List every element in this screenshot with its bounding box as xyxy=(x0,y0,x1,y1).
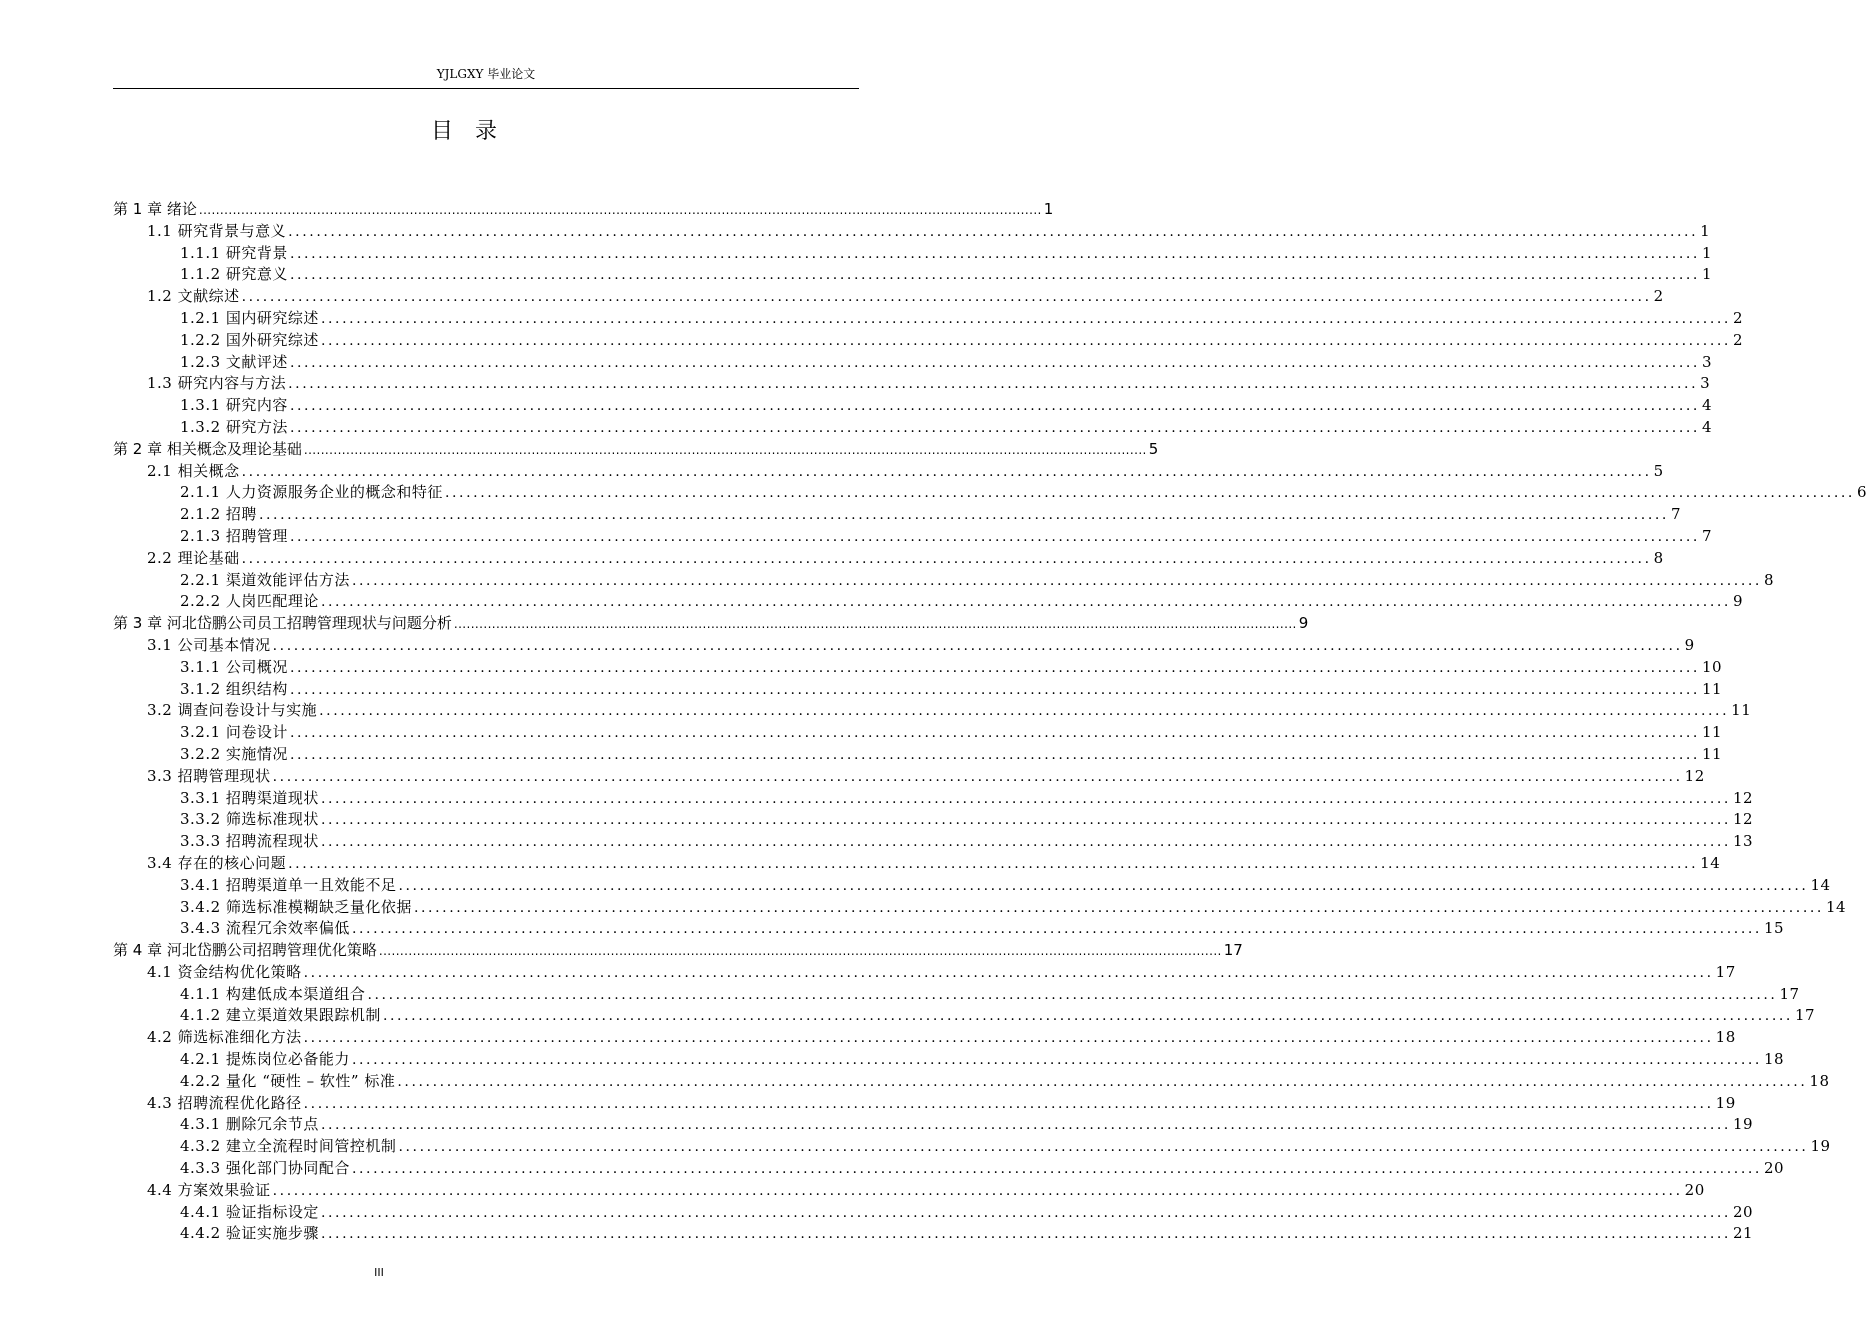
toc-entry-page: 11 xyxy=(1701,679,1723,698)
toc-entry-page: 11 xyxy=(1701,744,1723,763)
toc-leader-dots: ........................................................................................................................................................................................................ xyxy=(367,986,1778,1003)
toc-entry-page: 21 xyxy=(1732,1224,1754,1243)
toc-entry-title: 3.2 调查问卷设计与实施 xyxy=(147,701,318,720)
toc-entry-title: 1.2.1 国内研究综述 xyxy=(180,308,319,327)
toc-leader-dots: ........................................................................................................................................................................................................ xyxy=(320,1204,1731,1221)
toc-leader-dots: ........................................................................................................................................................................................................ xyxy=(303,1095,1714,1112)
toc-leader-dots: ........................................................................................................................................................................................................ xyxy=(289,245,1700,262)
toc-entry[interactable] xyxy=(113,722,1723,744)
toc-entry-page: 19 xyxy=(1732,1115,1754,1134)
toc-entry-title: 第 1 章 绪论 xyxy=(113,200,197,218)
toc-entry[interactable] xyxy=(113,352,1713,374)
toc-entry-title: 2.1 相关概念 xyxy=(147,461,240,480)
toc-leader-dots: ........................................................................................................................................................................................................ xyxy=(241,463,1652,480)
toc-leader-dots: ........................................................................................................................................................................................................ xyxy=(351,572,1762,589)
toc-leader-dots: ........................................................................................................................................................................................................ xyxy=(320,812,1731,829)
toc-entry[interactable] xyxy=(113,1027,1736,1049)
toc-entry-title: 1.2.2 国外研究综述 xyxy=(180,330,319,349)
toc-entry-title: 3.3 招聘管理现状 xyxy=(147,766,271,785)
toc-entry-title: 4.3.2 建立全流程时间管控机制 xyxy=(180,1137,397,1156)
toc-leader-dots: ........................................................................................................................................................................................................ xyxy=(241,550,1652,567)
toc-entry[interactable] xyxy=(113,962,1736,984)
toc-entry[interactable] xyxy=(113,1114,1754,1136)
toc-leader-dots: ........................................................................................................................................................................................................ xyxy=(397,1073,1808,1090)
toc-entry-title: 2.1.3 招聘管理 xyxy=(180,526,288,545)
toc-entry[interactable] xyxy=(113,482,1867,504)
toc-entry-title: 第 3 章 河北岱鹏公司员工招聘管理现状与问题分析 xyxy=(113,614,452,633)
toc-leader-dots: ........................................................................................................................................................................................................ xyxy=(444,485,1855,502)
toc-entry-page: 12 xyxy=(1732,810,1754,829)
toc-entry[interactable] xyxy=(113,1093,1736,1115)
toc-leader-dots: ........................................................................................................................................................................................................ xyxy=(320,594,1731,611)
toc-entry-title: 1.1.1 研究背景 xyxy=(180,243,288,262)
toc-entry[interactable] xyxy=(113,1202,1754,1224)
toc-entry[interactable] xyxy=(113,286,1664,308)
toc-entry-page: 14 xyxy=(1825,897,1847,916)
toc-entry[interactable] xyxy=(113,417,1713,439)
toc-entry-page: 1 xyxy=(1700,221,1711,240)
toc-entry-title: 4.2.2 量化 “硬性 – 软性” 标准 xyxy=(180,1071,396,1090)
toc-entry[interactable] xyxy=(113,897,1847,919)
toc-entry-page: 6 xyxy=(1856,483,1867,502)
page-title: 目录 xyxy=(430,119,519,144)
toc-entry[interactable] xyxy=(113,744,1723,766)
toc-entry-page: 3 xyxy=(1701,352,1713,371)
toc-entry-title: 4.1.2 建立渠道效果跟踪机制 xyxy=(180,1006,381,1025)
toc-entry-title: 3.4.3 流程冗余效率偏低 xyxy=(180,919,350,938)
toc-leader-dots: ........................................................................................................................................................................................................ xyxy=(272,768,1683,785)
toc-entry[interactable] xyxy=(113,439,1159,461)
toc-entry-title: 3.4.2 筛选标准模糊缺乏量化依据 xyxy=(180,897,412,916)
toc-leader-dots: ........................................................................................................................................................................................................ xyxy=(288,855,1699,872)
toc-entry-page: 1 xyxy=(1043,200,1054,218)
toc-entry-title: 3.3.3 招聘流程现状 xyxy=(180,832,319,851)
toc-entry-page: 12 xyxy=(1684,766,1705,785)
toc-leader-dots: ........................................................................................................................................................................................................ xyxy=(289,725,1700,742)
toc-entry[interactable] xyxy=(113,221,1711,243)
toc-entry[interactable] xyxy=(113,243,1713,265)
toc-entry[interactable] xyxy=(113,766,1705,788)
toc-entry-title: 4.3.1 删除冗余节点 xyxy=(180,1115,319,1134)
toc-entry-title: 1.1.2 研究意义 xyxy=(180,265,288,284)
toc-entry[interactable] xyxy=(113,570,1775,592)
toc-entry-page: 10 xyxy=(1701,657,1723,676)
toc-entry[interactable] xyxy=(113,1049,1785,1071)
toc-entry-page: 12 xyxy=(1732,788,1754,807)
toc-entry-title: 4.1 资金结构优化策略 xyxy=(147,962,302,981)
toc-entry[interactable] xyxy=(113,1136,1831,1158)
toc-leader-dots: ........................................................................................................................................................................................................ xyxy=(320,310,1731,327)
toc-entry-page: 19 xyxy=(1810,1137,1831,1156)
toc-entry-title: 3.3.2 筛选标准现状 xyxy=(180,810,319,829)
toc-entry-page: 18 xyxy=(1809,1071,1830,1090)
toc-leader-dots: ........................................................................................................................................................................................................ xyxy=(303,442,1147,457)
toc-entry-page: 20 xyxy=(1763,1159,1785,1178)
toc-entry-title: 3.1 公司基本情况 xyxy=(147,635,271,654)
toc-entry-page: 3 xyxy=(1700,374,1711,393)
toc-entry-page: 11 xyxy=(1701,723,1723,742)
toc-entry-page: 17 xyxy=(1794,1006,1816,1025)
toc-entry[interactable] xyxy=(113,1071,1830,1093)
toc-entry-page: 5 xyxy=(1653,461,1664,480)
toc-leader-dots: ........................................................................................................................................................................................................ xyxy=(319,703,1730,720)
toc-leader-dots: ........................................................................................................................................................................................................ xyxy=(288,223,1699,240)
toc-entry-title: 第 4 章 河北岱鹏公司招聘管理优化策略 xyxy=(113,941,377,960)
toc-leader-dots: ........................................................................................................................................................................................................ xyxy=(398,1139,1809,1156)
toc-entry-page: 4 xyxy=(1701,417,1713,436)
page-number: III xyxy=(374,1266,384,1279)
toc-entry-title: 1.1 研究背景与意义 xyxy=(147,221,287,240)
toc-leader-dots: ........................................................................................................................................................................................................ xyxy=(351,1161,1762,1178)
toc-entry[interactable] xyxy=(113,373,1711,395)
toc-entry[interactable] xyxy=(113,1223,1754,1245)
toc-entry[interactable] xyxy=(113,940,1243,962)
toc-entry[interactable] xyxy=(113,1158,1785,1180)
toc-entry-title: 4.4 方案效果验证 xyxy=(147,1180,271,1199)
toc-entry-title: 1.3.1 研究内容 xyxy=(180,396,288,415)
toc-leader-dots: ........................................................................................................................................................................................................ xyxy=(453,617,1297,632)
toc-entry-title: 3.4.1 招聘渠道单一且效能不足 xyxy=(180,875,397,894)
toc-entry[interactable] xyxy=(113,548,1664,570)
toc-entry-title: 1.3.2 研究方法 xyxy=(180,417,288,436)
toc-entry-page: 11 xyxy=(1731,701,1752,720)
toc-leader-dots: ........................................................................................................................................................................................................ xyxy=(289,746,1700,763)
toc-entry[interactable] xyxy=(113,809,1754,831)
toc-entry-page: 4 xyxy=(1701,396,1713,415)
header-divider xyxy=(113,88,859,89)
toc-entry-page: 7 xyxy=(1670,505,1682,524)
toc-leader-dots: ........................................................................................................................................................................................................ xyxy=(320,1226,1731,1243)
toc-entry[interactable] xyxy=(113,395,1713,417)
toc-entry[interactable] xyxy=(113,1005,1816,1027)
toc-leader-dots: ........................................................................................................................................................................................................ xyxy=(288,376,1699,393)
toc-leader-dots: ........................................................................................................................................................................................................ xyxy=(378,944,1222,959)
toc-entry-page: 17 xyxy=(1779,984,1800,1003)
toc-entry[interactable] xyxy=(113,308,1744,330)
toc-entry[interactable] xyxy=(113,788,1754,810)
running-header: YJLGXY 毕业论文 xyxy=(436,67,536,81)
toc-entry[interactable] xyxy=(113,831,1754,853)
toc-entry[interactable] xyxy=(113,918,1785,940)
toc-entry-page: 18 xyxy=(1763,1050,1785,1069)
toc-entry-page: 14 xyxy=(1810,875,1831,894)
toc-entry-title: 3.2.2 实施情况 xyxy=(180,744,288,763)
toc-entry-title: 4.3.3 强化部门协同配合 xyxy=(180,1159,350,1178)
toc-entry-page: 13 xyxy=(1732,832,1754,851)
toc-entry[interactable] xyxy=(113,264,1713,286)
toc-entry-title: 1.2.3 文献评述 xyxy=(180,352,288,371)
toc-entry-page: 1 xyxy=(1701,243,1713,262)
toc-entry-title: 4.4.2 验证实施步骤 xyxy=(180,1224,319,1243)
toc-entry-page: 1 xyxy=(1701,265,1713,284)
toc-entry-title: 4.4.1 验证指标设定 xyxy=(180,1202,319,1221)
toc-leader-dots: ........................................................................................................................................................................................................ xyxy=(351,921,1762,938)
table-of-contents xyxy=(113,199,1867,1245)
toc-leader-dots: ........................................................................................................................................................................................................ xyxy=(258,507,1669,524)
toc-entry-page: 18 xyxy=(1715,1028,1736,1047)
toc-entry[interactable] xyxy=(113,635,1695,657)
toc-entry-page: 9 xyxy=(1684,635,1695,654)
toc-leader-dots: ........................................................................................................................................................................................................ xyxy=(289,681,1700,698)
toc-leader-dots: ........................................................................................................................................................................................................ xyxy=(413,899,1824,916)
toc-leader-dots: ........................................................................................................................................................................................................ xyxy=(351,1052,1762,1069)
toc-entry-title: 3.1.1 公司概况 xyxy=(180,657,288,676)
toc-entry-page: 17 xyxy=(1715,962,1736,981)
toc-entry-title: 3.3.1 招聘渠道现状 xyxy=(180,788,319,807)
toc-entry-page: 20 xyxy=(1732,1202,1754,1221)
toc-entry[interactable] xyxy=(113,700,1752,722)
toc-leader-dots: ........................................................................................................................................................................................................ xyxy=(289,419,1700,436)
toc-entry-page: 9 xyxy=(1732,592,1744,611)
toc-entry-title: 2.2.2 人岗匹配理论 xyxy=(180,592,319,611)
toc-entry[interactable] xyxy=(113,591,1744,613)
toc-entry-page: 20 xyxy=(1684,1180,1705,1199)
toc-entry[interactable] xyxy=(113,613,1309,635)
toc-entry[interactable] xyxy=(113,853,1721,875)
toc-entry-page: 19 xyxy=(1715,1093,1736,1112)
toc-leader-dots: ........................................................................................................................................................................................................ xyxy=(198,203,1042,217)
toc-entry-title: 2.1.1 人力资源服务企业的概念和特征 xyxy=(180,483,443,502)
toc-entry[interactable] xyxy=(113,330,1744,352)
toc-leader-dots: ........................................................................................................................................................................................................ xyxy=(382,1008,1793,1025)
toc-entry-title: 3.4 存在的核心问题 xyxy=(147,853,287,872)
toc-entry[interactable] xyxy=(113,657,1723,679)
toc-entry-page: 2 xyxy=(1732,330,1744,349)
toc-leader-dots: ........................................................................................................................................................................................................ xyxy=(289,267,1700,284)
toc-entry-title: 3.2.1 问卷设计 xyxy=(180,723,288,742)
toc-leader-dots: ........................................................................................................................................................................................................ xyxy=(320,332,1731,349)
toc-entry-title: 4.2.1 提炼岗位必备能力 xyxy=(180,1050,350,1069)
toc-entry-title: 1.3 研究内容与方法 xyxy=(147,374,287,393)
toc-entry-title: 1.2 文献综述 xyxy=(147,287,240,306)
toc-entry-title: 4.2 筛选标准细化方法 xyxy=(147,1028,302,1047)
toc-leader-dots: ........................................................................................................................................................................................................ xyxy=(320,1117,1731,1134)
toc-entry-page: 2 xyxy=(1732,308,1744,327)
toc-entry-page: 17 xyxy=(1223,941,1243,960)
toc-leader-dots: ........................................................................................................................................................................................................ xyxy=(241,289,1652,306)
toc-entry[interactable] xyxy=(113,1180,1705,1202)
toc-entry-page: 2 xyxy=(1653,287,1664,306)
toc-entry-title: 4.3 招聘流程优化路径 xyxy=(147,1093,302,1112)
toc-entry[interactable] xyxy=(113,875,1831,897)
toc-entry[interactable] xyxy=(113,984,1800,1006)
toc-leader-dots: ........................................................................................................................................................................................................ xyxy=(398,877,1809,894)
toc-entry-title: 2.1.2 招聘 xyxy=(180,505,257,524)
toc-leader-dots: ........................................................................................................................................................................................................ xyxy=(320,834,1731,851)
toc-entry-page: 5 xyxy=(1148,439,1159,458)
toc-leader-dots: ........................................................................................................................................................................................................ xyxy=(289,528,1700,545)
toc-entry[interactable] xyxy=(113,679,1723,701)
toc-leader-dots: ........................................................................................................................................................................................................ xyxy=(289,354,1700,371)
toc-entry[interactable] xyxy=(113,199,1054,221)
toc-entry[interactable] xyxy=(113,526,1713,548)
toc-entry-title: 2.2.1 渠道效能评估方法 xyxy=(180,570,350,589)
toc-entry-page: 15 xyxy=(1763,919,1785,938)
toc-entry-title: 第 2 章 相关概念及理论基础 xyxy=(113,439,302,458)
toc-leader-dots: ........................................................................................................................................................................................................ xyxy=(320,790,1731,807)
toc-leader-dots: ........................................................................................................................................................................................................ xyxy=(272,637,1683,654)
toc-entry-title: 2.2 理论基础 xyxy=(147,548,240,567)
toc-entry-page: 7 xyxy=(1701,526,1713,545)
toc-leader-dots: ........................................................................................................................................................................................................ xyxy=(289,398,1700,415)
toc-entry-page: 9 xyxy=(1298,614,1309,633)
toc-entry-title: 4.1.1 构建低成本渠道组合 xyxy=(180,984,366,1003)
toc-leader-dots: ........................................................................................................................................................................................................ xyxy=(303,964,1714,981)
toc-entry-page: 14 xyxy=(1700,853,1721,872)
toc-leader-dots: ........................................................................................................................................................................................................ xyxy=(272,1182,1683,1199)
toc-leader-dots: ........................................................................................................................................................................................................ xyxy=(289,659,1700,676)
toc-entry-page: 8 xyxy=(1653,548,1664,567)
toc-entry[interactable] xyxy=(113,461,1664,483)
toc-entry-title: 3.1.2 组织结构 xyxy=(180,679,288,698)
toc-entry[interactable] xyxy=(113,504,1682,526)
toc-leader-dots: ........................................................................................................................................................................................................ xyxy=(303,1030,1714,1047)
toc-entry-page: 8 xyxy=(1763,570,1775,589)
